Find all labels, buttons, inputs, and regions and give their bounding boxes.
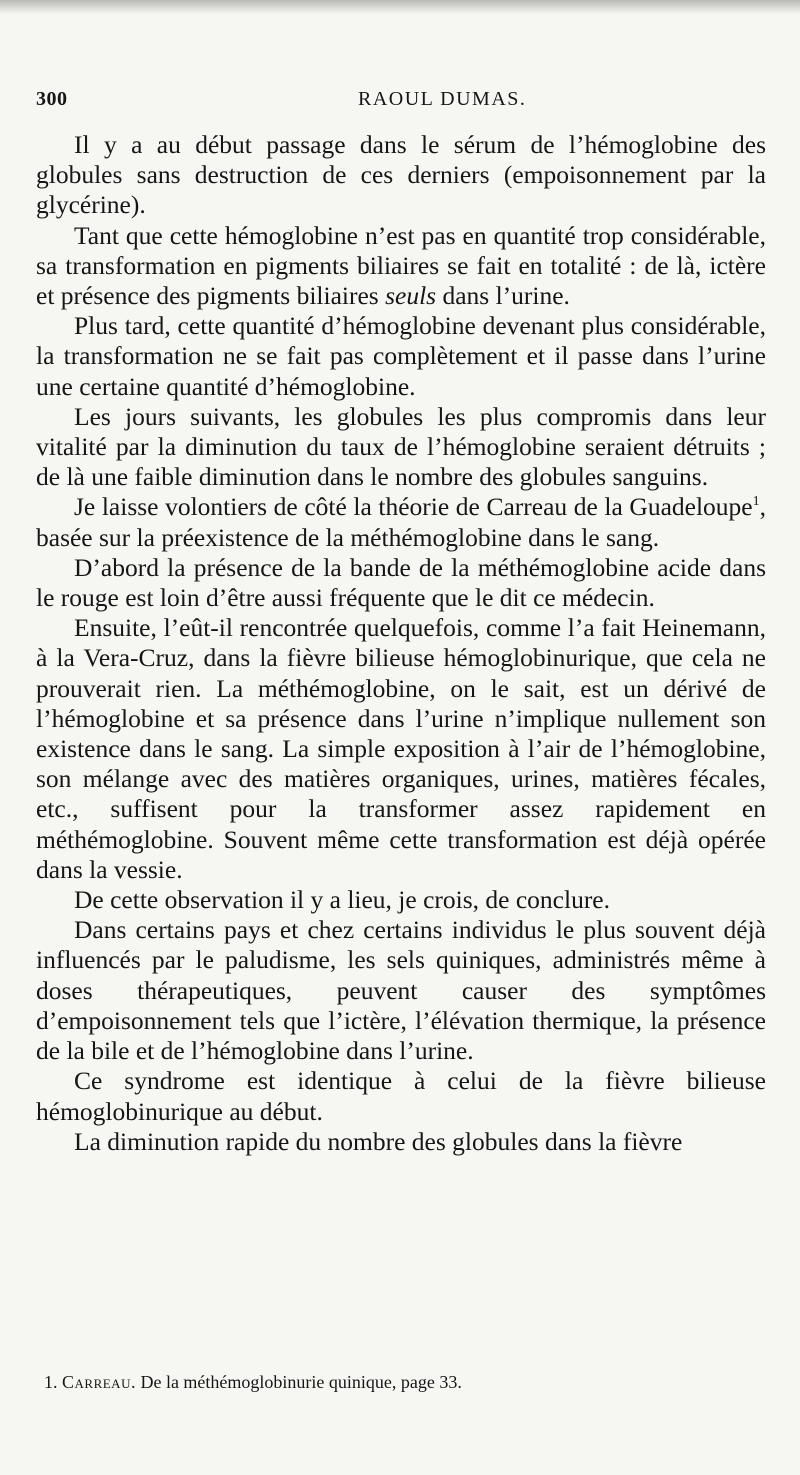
paragraph-text: Je laisse volontiers de côté la théorie de Carreau de la Guadeloupe bbox=[74, 492, 753, 522]
paragraph: De cette observation il y a lieu, je crois, de conclure. bbox=[74, 885, 610, 915]
emphasis-text: seuls bbox=[385, 281, 437, 311]
page-header bbox=[36, 88, 764, 116]
footnote-number: 1. bbox=[44, 1372, 58, 1392]
paragraph: Dans certains pays et chez certains individus le plus souvent déjà influencés par le paludisme, les sels quiniques, administrés même à doses thérapeutiques, peuvent causer des symptômes d’empoisonnement tels que l’ictère, l’élévation thermique, la présence de la bile et de l’hémoglobine dans l’urine. bbox=[36, 915, 766, 1066]
paragraph-text: dans l’urine. bbox=[436, 281, 570, 311]
footnote-text: De la méthémoglobinurie quinique, page 33. bbox=[135, 1372, 462, 1392]
running-head: RAOUL DUMAS. bbox=[358, 88, 527, 110]
paragraph-text: Tant que cette hémoglobine n’est pas en quantité trop considérable, sa transformation en pigments biliaires se fait en totalité : de là, ictère et présence des pigments biliaires bbox=[36, 220, 766, 311]
paragraph bbox=[36, 492, 766, 552]
paragraph: Plus tard, cette quantité d’hémoglobine devenant plus considérable, la transformation ne se fait pas complètement et il passe dans l’urine une certaine quantité d’hémoglobine. bbox=[36, 311, 766, 401]
paragraph: D’abord la présence de la bande de la méthémoglobine acide dans le rouge est loin d’être aussi fréquente que le dit ce médecin. bbox=[36, 552, 766, 613]
paragraph: Ce syndrome est identique à celui de la fièvre bilieuse hémoglobinurique au début. bbox=[36, 1066, 766, 1126]
scan-top-edge bbox=[0, 0, 800, 14]
paragraph: Ensuite, l’eût-il rencontrée quelquefois, comme l’a fait Heinemann, à la Vera-Cruz, dans la fièvre bilieuse hémoglobinurique, que cela ne prouverait rien. La méthémoglobine, on le sait, est un dérivé de l’hémoglobine et sa présence dans l’urine n’implique nullement son existence dans le sang. La simple exposition à l’air de l’hémoglobine, son mélange avec des matières organiques, urines, matières fécales, etc., suffisent pour la transformer assez rapidement en méthémoglobine. Souvent même cette transformation est déjà opérée dans la vessie. bbox=[36, 613, 766, 884]
paragraph: Il y a au début passage dans le sérum de l’hémoglobine des globules sans destruction de ces derniers (empoisonnement par la glycérine). bbox=[36, 130, 766, 220]
paragraph: Les jours suivants, les globules les plus compromis dans leur vitalité par la diminution du taux de l’hémoglobine seraient détruits ; de là une faible diminution dans le nombre des globules sanguins. bbox=[36, 401, 766, 492]
paragraph-text: , basée sur la préexistence de la méthémoglobine dans le sang. bbox=[36, 492, 766, 552]
body-text bbox=[36, 130, 766, 1157]
paragraph: La diminution rapide du nombre des globules dans la fièvre bbox=[74, 1126, 683, 1156]
footnote-reference: 1 bbox=[752, 494, 760, 510]
footnote bbox=[44, 1370, 764, 1394]
footnote-author: Carreau. bbox=[62, 1372, 136, 1392]
page-number: 300 bbox=[36, 88, 68, 110]
paragraph bbox=[36, 221, 766, 312]
